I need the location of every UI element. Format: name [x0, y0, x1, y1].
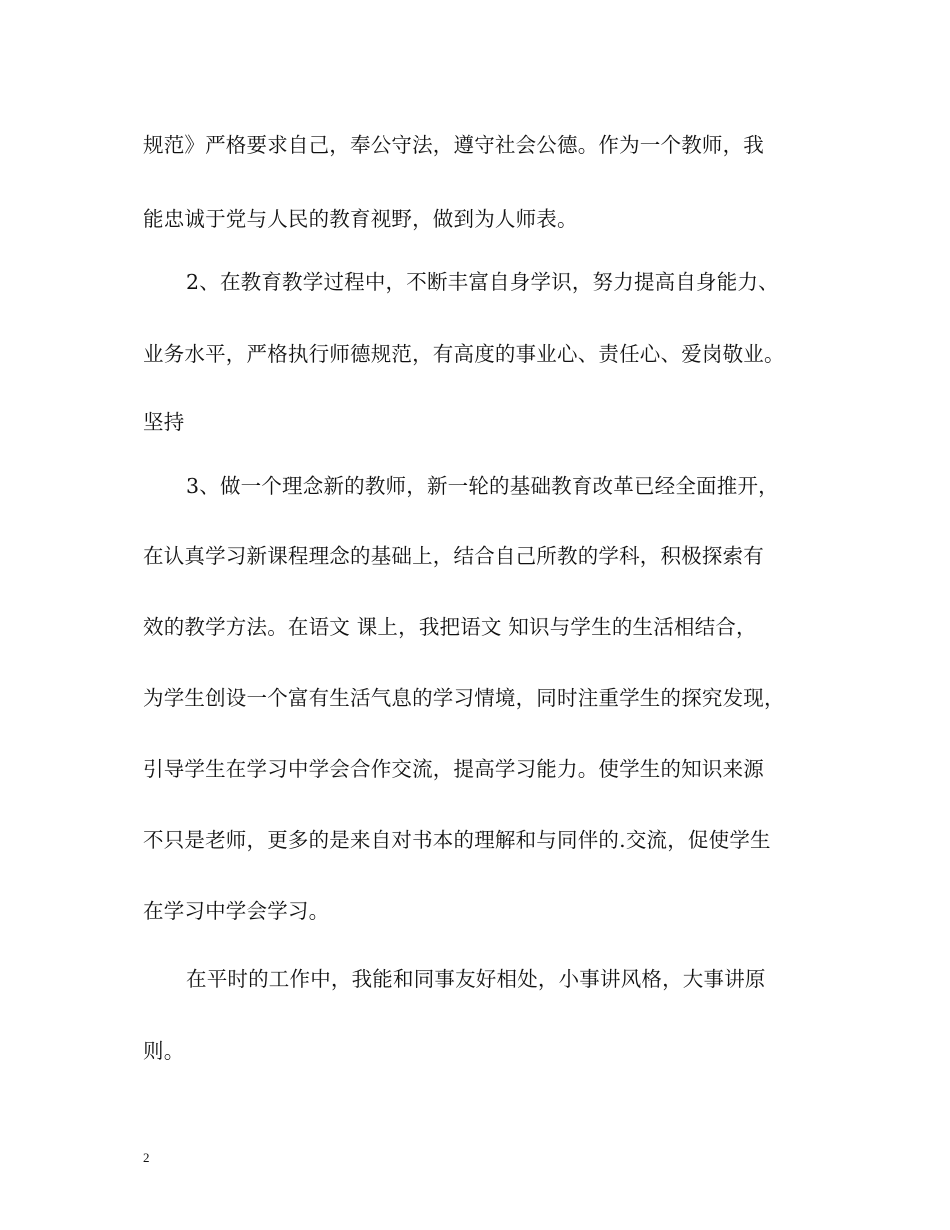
text-line: 规范》严格要求自己，奉公守法，遵守社会公德。作为一个教师，我: [143, 133, 764, 157]
text-line: 2、在教育教学过程中，不断丰富自身学识，努力提高自身能力、: [186, 270, 779, 294]
text-line: 在认真学习新课程理念的基础上，结合自己所教的学科，积极探索有: [143, 544, 764, 568]
page-number: 2: [143, 1150, 150, 1165]
text-line: 业务水平，严格执行师德规范，有高度的事业心、责任心、爱岗敬业。: [143, 342, 785, 366]
text-line: 在学习中学会学习。: [143, 899, 330, 923]
text-line: 引导学生在学习中学会合作交流，提高学习能力。使学生的知识来源: [143, 757, 764, 781]
text-line: 则。: [143, 1039, 185, 1063]
text-line: 坚持: [143, 410, 185, 434]
text-line: 3、做一个理念新的教师，新一轮的基础教育改革已经全面推开，: [186, 474, 779, 498]
text-line: 效的教学方法。在语文 课上，我把语文 知识与学生的生活相结合，: [143, 615, 757, 639]
text-line: 为学生创设一个富有生活气息的学习情境，同时注重学生的探究发现，: [143, 686, 785, 710]
text-line: 能忠诚于党与人民的教育视野，做到为人师表。: [143, 207, 578, 231]
text-line: 在平时的工作中，我能和同事友好相处，小事讲风格，大事讲原: [186, 967, 766, 991]
text-line: 不只是老师，更多的是来自对书本的理解和与同伴的.交流，促使学生: [143, 828, 771, 852]
